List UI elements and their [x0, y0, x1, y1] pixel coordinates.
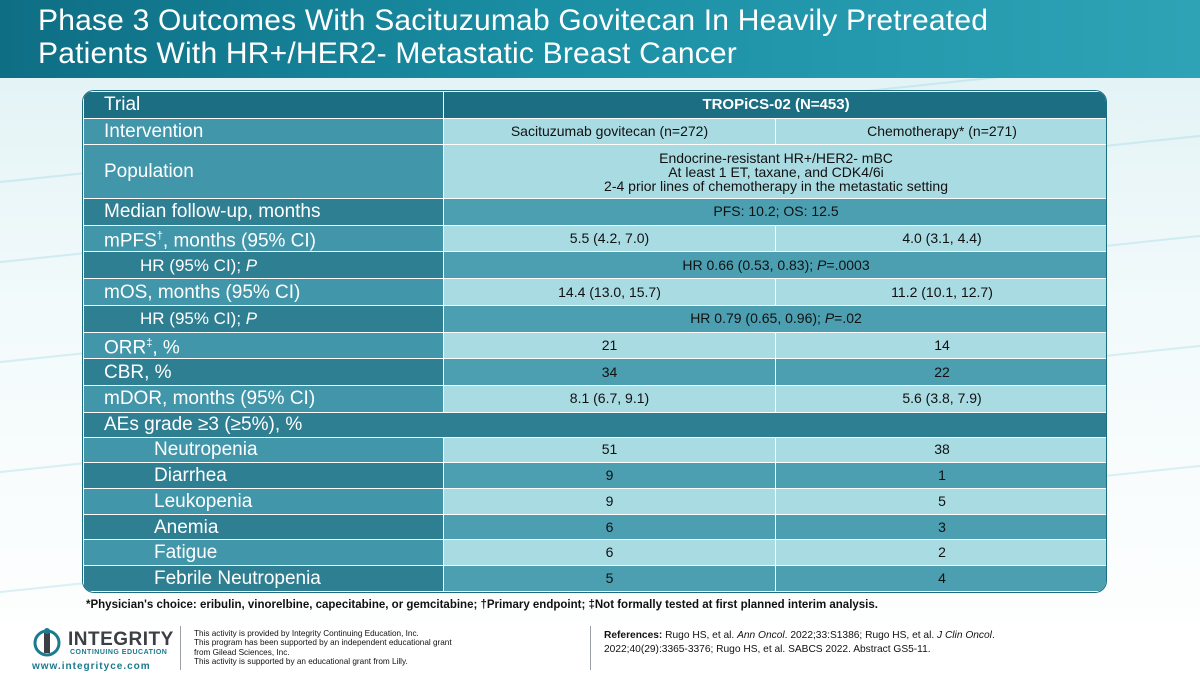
- logo-name: INTEGRITY: [68, 629, 174, 650]
- hr-os-value: HR 0.79 (0.65, 0.96); P=.02: [444, 305, 1108, 332]
- mos-arm2: 11.2 (10.1, 12.7): [776, 279, 1108, 306]
- table-row-ae: [84, 488, 1108, 514]
- population-line-2: At least 1 ET, taxane, and CDK4/6i: [668, 163, 884, 180]
- row-label-hr-pfs: HR (95% CI); P: [84, 252, 444, 279]
- table-row-mpfs: [84, 225, 1108, 252]
- row-label-hr-os: HR (95% CI); P: [84, 305, 444, 332]
- row-label-mdor: mDOR, months (95% CI): [84, 386, 444, 413]
- footer-divider: [180, 626, 181, 670]
- ae-arm2: 1: [776, 463, 1108, 489]
- mos-arm1: 14.4 (13.0, 15.7): [444, 279, 776, 306]
- ae-arm2: 4: [776, 566, 1108, 592]
- row-label-orr: ORR‡, %: [84, 332, 444, 359]
- orr-arm2: 14: [776, 332, 1108, 359]
- title-bar: [0, 0, 1200, 78]
- table-row-ae: [84, 437, 1108, 463]
- ae-label: Fatigue: [84, 540, 444, 566]
- mdor-arm1: 8.1 (6.7, 9.1): [444, 386, 776, 413]
- row-label-mpfs: mPFS†, months (95% CI): [84, 225, 444, 252]
- table-row-aes: [84, 412, 1108, 437]
- ae-arm1: 6: [444, 514, 776, 540]
- row-label-aes: AEs grade ≥3 (≥5%), %: [84, 412, 1108, 437]
- row-label-intervention: Intervention: [84, 118, 444, 145]
- mpfs-arm2: 4.0 (3.1, 4.4): [776, 225, 1108, 252]
- table-row-population: [84, 145, 1108, 198]
- table-row-mdor: [84, 386, 1108, 413]
- slide-title-line-2: Patients With HR+/HER2- Metastatic Breast Cancer: [38, 37, 737, 70]
- mpfs-arm1: 5.5 (4.2, 7.0): [444, 225, 776, 252]
- table-row-ae: [84, 463, 1108, 489]
- table-footnote: *Physician's choice: eribulin, vinorelbine, capecitabine, or gemcitabine; †Primary endpoint; ‡Not formally tested at first planned interim analysis.: [86, 599, 878, 611]
- table-row-followup: [84, 198, 1108, 225]
- trial-name: TROPiCS-02 (N=453): [444, 92, 1108, 119]
- hr-pfs-value: HR 0.66 (0.53, 0.83); P=.0003: [444, 252, 1108, 279]
- mdor-arm2: 5.6 (3.8, 7.9): [776, 386, 1108, 413]
- ae-arm1: 51: [444, 437, 776, 463]
- outcomes-table: [82, 90, 1107, 593]
- ae-arm1: 5: [444, 566, 776, 592]
- table-row-ae: [84, 514, 1108, 540]
- slide-title-line-1: Phase 3 Outcomes With Sacituzumab Govitecan In Heavily Pretreated: [38, 4, 989, 37]
- row-label-mos: mOS, months (95% CI): [84, 279, 444, 306]
- intervention-arm1: Sacituzumab govitecan (n=272): [444, 118, 776, 145]
- ae-arm1: 9: [444, 488, 776, 514]
- cbr-arm1: 34: [444, 359, 776, 386]
- table-row-mos: [84, 279, 1108, 306]
- row-label-population: Population: [84, 145, 444, 198]
- table-row-cbr: [84, 359, 1108, 386]
- table-row-hr-os: [84, 305, 1108, 332]
- table-row-hr-pfs: [84, 252, 1108, 279]
- table-row-ae: [84, 540, 1108, 566]
- logo-subtitle: CONTINUING EDUCATION: [70, 649, 168, 656]
- ae-label: Anemia: [84, 514, 444, 540]
- cbr-arm2: 22: [776, 359, 1108, 386]
- integrity-logo: [30, 628, 174, 672]
- footer-divider: [590, 626, 591, 670]
- ae-label: Neutropenia: [84, 437, 444, 463]
- footer-references: References: Rugo HS, et al. Ann Oncol. 2022;33:S1386; Rugo HS, et al. J Clin Oncol. 2022;40(29):3365-3376; Rugo HS, et al. SABCS 2022. Abstract GS5-11.: [604, 630, 995, 655]
- table-row-intervention: [84, 118, 1108, 145]
- table-row-trial: [84, 92, 1108, 119]
- population-line-3: 2-4 prior lines of chemotherapy in the metastatic setting: [604, 177, 948, 194]
- followup-value: PFS: 10.2; OS: 12.5: [444, 198, 1108, 225]
- population-cell: [444, 145, 1108, 198]
- table-row-ae: [84, 566, 1108, 592]
- ae-label: Febrile Neutropenia: [84, 566, 444, 592]
- ae-arm2: 5: [776, 488, 1108, 514]
- ae-arm2: 38: [776, 437, 1108, 463]
- row-label-cbr: CBR, %: [84, 359, 444, 386]
- footer-disclaimer: This activity is provided by Integrity Continuing Education, Inc. This program has been supported by an independent educational grant from Gilead Sciences, Inc. This activity is supported by an educational grant from Lilly.: [194, 629, 452, 666]
- row-label-followup: Median follow-up, months: [84, 198, 444, 225]
- row-label-trial: Trial: [84, 92, 444, 119]
- ae-label: Leukopenia: [84, 488, 444, 514]
- orr-arm1: 21: [444, 332, 776, 359]
- ae-arm1: 6: [444, 540, 776, 566]
- ae-arm1: 9: [444, 463, 776, 489]
- ae-arm2: 3: [776, 514, 1108, 540]
- ae-arm2: 2: [776, 540, 1108, 566]
- intervention-arm2: Chemotherapy* (n=271): [776, 118, 1108, 145]
- ae-label: Diarrhea: [84, 463, 444, 489]
- table-row-orr: [84, 332, 1108, 359]
- population-line-1: Endocrine-resistant HR+/HER2- mBC: [659, 149, 893, 166]
- footer: [0, 620, 1200, 675]
- integrity-logo-icon: [30, 628, 64, 658]
- logo-url[interactable]: www.integrityce.com: [32, 661, 151, 672]
